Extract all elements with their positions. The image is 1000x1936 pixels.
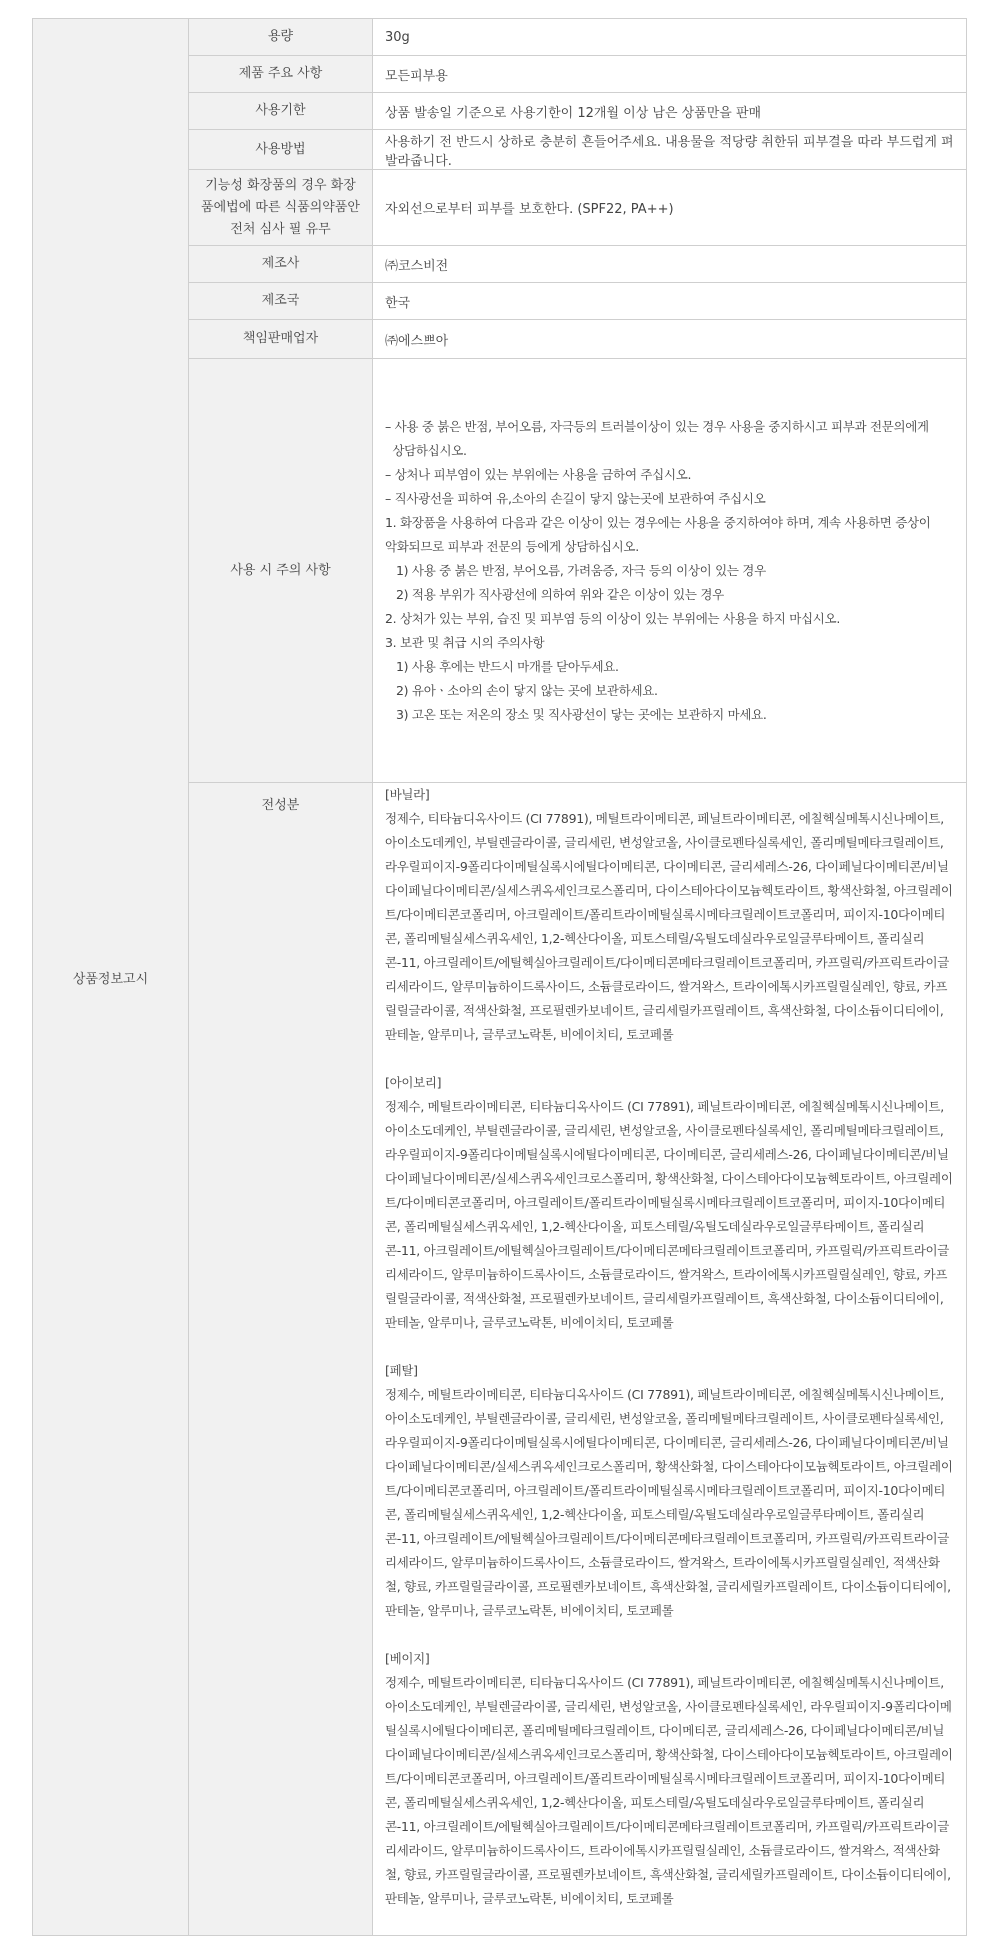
ingredient-list: 정제수, 메틸트라이메티콘, 티타늄디옥사이드 (CI 77891), 페닐트라이메티콘, 에칠헥실메톡시신나메이트, 아이소도데케인, 부틸렌글라이콜, 글리세린, 변성알코올, 폴리메틸메타크릴레이트, 사이클로펜타실록세인, 라우릴피이지-9폴리다이메틸실록시에틸다이메티콘, 다이메티콘, 글리세레스-26, 다이페닐다이메티콘/비닐다이페닐다이메티콘/실세스퀴옥세인크로스폴리머, 황색산화철, 다이스테아다이모늄헥토라이트, 아크릴레이트/다이메티콘코폴리머, 아크릴레이트/폴리트라이메틸실록시메타크릴레이트코폴리머, 피이지-10다이메티콘, 폴리메틸실세스퀴옥세인, 1,2-헥산다이올, 피토스테릴/옥틸도데실라우로일글루타메이트, 폴리실리콘-11, 아크릴레이트/에틸헥실아크릴레이트/다이메티콘메타크릴레이트코폴리머, 카프릴릭/카프릭트라이글리세라이드, 알루미늄하이드록사이드, 소듐클로라이드, 쌀겨왁스, 트라이에톡시카프릴릴실레인, 적색산화철, 향료, 카프릴릴글라이콜, 프로필렌카보네이트, 흑색산화철, 글리세릴카프릴레이트, 다이소듐이디티에이, 판테놀, 알루미나, 글루코노락톤, 비에이치티, 토코페롤 — [385, 1387, 953, 1618]
ingredient-heading: [아이보리] — [385, 1075, 442, 1090]
ingredient-block-petal — [385, 1359, 954, 1623]
row-value-functional-review: 자외선으로부터 피부를 보호한다. (SPF22, PA++) — [373, 170, 967, 246]
ingredient-list: 정제수, 메틸트라이메티콘, 티타늄디옥사이드 (CI 77891), 페닐트라이메티콘, 에칠헥실메톡시신나메이트, 아이소도데케인, 부틸렌글라이콜, 글리세린, 변성알코올, 사이클로펜타실록세인, 라우릴피이지-9폴리다이메틸실록시에틸다이메티콘, 폴리메틸메타크릴레이트, 다이메티콘, 글리세레스-26, 다이페닐다이메티콘/비닐다이페닐다이메티콘/실세스퀴옥세인크로스폴리머, 황색산화철, 다이스테아다이모늄헥토라이트, 아크릴레이트/다이메티콘코폴리머, 아크릴레이트/폴리트라이메틸실록시메타크릴레이트코폴리머, 피이지-10다이메티콘, 폴리메틸실세스퀴옥세인, 1,2-헥산다이올, 피토스테릴/옥틸도데실라우로일글루타메이트, 폴리실리콘-11, 아크릴레이트/에틸헥실아크릴레이트/다이메티콘메타크릴레이트코폴리머, 카프릴릭/카프릭트라이글리세라이드, 알루미늄하이드록사이드, 트라이에톡시카프릴릴실레인, 소듐클로라이드, 쌀겨왁스, 적색산화철, 향료, 카프릴릴글라이콜, 프로필렌카보네이트, 흑색산화철, 글리세릴카프릴레이트, 다이소듐이디티에이, 판테놀, 알루미나, 글루코노락톤, 비에이치티, 토코페롤 — [385, 1675, 953, 1906]
row-value-distributor: ㈜에스쁘아 — [373, 320, 967, 359]
ingredient-heading: [베이지] — [385, 1651, 430, 1666]
ingredient-block-beige — [385, 1647, 954, 1911]
caution-line: – 사용 중 붉은 반점, 부어오름, 자극등의 트러블이상이 있는 경우 사용을 중지하시고 피부과 전문의에게 — [385, 418, 929, 434]
row-label-country: 제조국 — [189, 283, 373, 320]
row-label-expiry: 사용기한 — [189, 93, 373, 130]
caution-line: 3) 고온 또는 저온의 장소 및 직사광선이 닿는 곳에는 보관하지 마세요. — [385, 706, 767, 722]
caution-line: 1) 사용 중 붉은 반점, 부어오름, 가려움증, 자극 등의 이상이 있는 경우 — [385, 562, 766, 578]
row-label-ingredients: 전성분 — [189, 783, 373, 1936]
row-value-country: 한국 — [373, 283, 967, 320]
row-label-caution: 사용 시 주의 사항 — [189, 359, 373, 783]
ingredients-text — [373, 783, 967, 1936]
caution-line: 1. 화장품을 사용하여 다음과 같은 이상이 있는 경우에는 사용을 중지하여야 하며, 계속 사용하면 증상이 — [385, 514, 931, 530]
ingredient-heading: [페탈] — [385, 1363, 418, 1378]
row-value-usage: 사용하기 전 반드시 상하로 충분히 흔들어주세요. 내용물을 적당량 취한뒤 피부결을 따라 부드럽게 펴 발라줍니다. — [373, 130, 967, 170]
ingredient-list: 정제수, 메틸트라이메티콘, 티타늄디옥사이드 (CI 77891), 페닐트라이메티콘, 에칠헥실메톡시신나메이트, 아이소도데케인, 부틸렌글라이콜, 글리세린, 변성알코올, 사이클로펜타실록세인, 폴리메틸메타크릴레이트, 라우릴피이지-9폴리다이메틸실록시에틸다이메티콘, 다이메티콘, 글리세레스-26, 다이페닐다이메티콘/비닐다이페닐다이메티콘/실세스퀴옥세인크로스폴리머, 황색산화철, 다이스테아다이모늄헥토라이트, 아크릴레이트/다이메티콘코폴리머, 아크릴레이트/폴리트라이메틸실록시메타크릴레이트코폴리머, 피이지-10다이메티콘, 폴리메틸실세스퀴옥세인, 1,2-헥산다이올, 피토스테릴/옥틸도데실라우로일글루타메이트, 폴리실리콘-11, 아크릴레이트/에틸헥실아크릴레이트/다이메티콘메타크릴레이트코폴리머, 카프릴릭/카프릭트라이글리세라이드, 알루미늄하이드록사이드, 소듐클로라이드, 쌀겨왁스, 트라이에톡시카프릴릴실레인, 향료, 카프릴릴글라이콜, 적색산화철, 프로필렌카보네이트, 글리세릴카프릴레이트, 흑색산화철, 다이소듐이디티에이, 판테놀, 알루미나, 글루코노락톤, 비에이치티, 토코페롤 — [385, 1099, 953, 1330]
caution-line: 2) 적용 부위가 직사광선에 의하여 위와 같은 이상이 있는 경우 — [385, 586, 724, 602]
caution-line: 1) 사용 후에는 반드시 마개를 닫아두세요. — [385, 658, 619, 674]
caution-line: – 상처나 피부염이 있는 부위에는 사용을 금하여 주십시오. — [385, 466, 692, 482]
caution-line: – 직사광선을 피하여 유,소아의 손길이 닿지 않는곳에 보관하여 주십시오 — [385, 490, 766, 506]
ingredient-block-vanilla — [385, 783, 954, 1047]
row-label-distributor: 책임판매업자 — [189, 320, 373, 359]
row-value-capacity: 30g — [373, 19, 967, 56]
product-info-group-label: 상품정보고시 — [33, 19, 189, 1936]
row-label-capacity: 용량 — [189, 19, 373, 56]
product-info-table — [32, 18, 967, 1936]
caution-line: 상담하십시오. — [385, 442, 467, 458]
caution-line: 3. 보관 및 취급 시의 주의사항 — [385, 634, 545, 650]
caution-line: 악화되므로 피부과 전문의 등에게 상담하십시오. — [385, 538, 639, 554]
row-value-manufacturer: ㈜코스비전 — [373, 246, 967, 283]
ingredient-list: 정제수, 티타늄디옥사이드 (CI 77891), 메틸트라이메티콘, 페닐트라이메티콘, 에칠헥실메톡시신나메이트, 아이소도데케인, 부틸렌글라이콜, 글리세린, 변성알코올, 사이클로펜타실록세인, 폴리메틸메타크릴레이트, 라우릴피이지-9폴리다이메틸실록시에틸다이메티콘, 다이메티콘, 글리세레스-26, 다이페닐다이메티콘/비닐다이페닐다이메티콘/실세스퀴옥세인크로스폴리머, 다이스테아다이모늄헥토라이트, 황색산화철, 아크릴레이트/다이메티콘코폴리머, 아크릴레이트/폴리트라이메틸실록시메타크릴레이트코폴리머, 피이지-10다이메티콘, 폴리메틸실세스퀴옥세인, 1,2-헥산다이올, 피토스테릴/옥틸도데실라우로일글루타메이트, 폴리실리콘-11, 아크릴레이트/에틸헥실아크릴레이트/다이메티콘메타크릴레이트코폴리머, 카프릴릭/카프릭트라이글리세라이드, 알루미늄하이드록사이드, 소듐클로라이드, 쌀겨왁스, 트라이에톡시카프릴릴실레인, 향료, 카프릴릴글라이콜, 적색산화철, 프로필렌카보네이트, 글리세릴카프릴레이트, 흑색산화철, 다이소듐이디티에이, 판테놀, 알루미나, 글루코노락톤, 비에이치티, 토코페롤 — [385, 811, 953, 1042]
row-label-functional-review: 기능성 화장품의 경우 화장품에법에 따른 식품의약품안전처 심사 필 유무 — [189, 170, 373, 246]
caution-text — [373, 359, 967, 783]
caution-line: 2. 상처가 있는 부위, 습진 및 피부염 등의 이상이 있는 부위에는 사용을 하지 마십시오. — [385, 610, 841, 626]
caution-line: 2) 유아ㆍ소아의 손이 닿지 않는 곳에 보관하세요. — [385, 682, 658, 698]
ingredient-block-ivory — [385, 1071, 954, 1335]
row-label-main-features: 제품 주요 사항 — [189, 56, 373, 93]
ingredient-heading: [바닐라] — [385, 787, 430, 802]
row-label-usage: 사용방법 — [189, 130, 373, 170]
row-label-manufacturer: 제조사 — [189, 246, 373, 283]
row-value-main-features: 모든피부용 — [373, 56, 967, 93]
row-value-expiry: 상품 발송일 기준으로 사용기한이 12개월 이상 남은 상품만을 판매 — [373, 93, 967, 130]
